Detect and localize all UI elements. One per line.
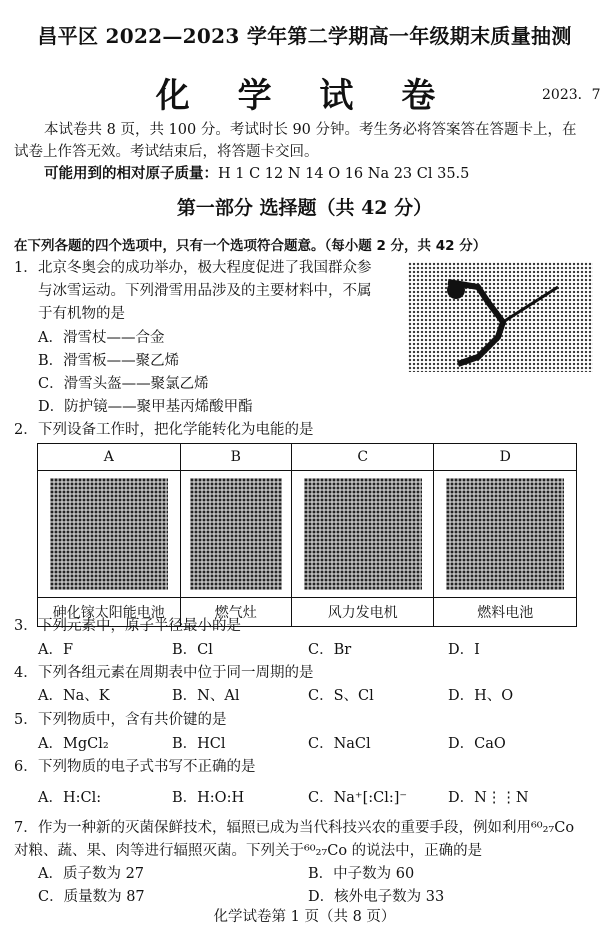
q6-text: 下列物质的电子式书写不正确的是 [38, 759, 256, 775]
q2-image-d [434, 471, 577, 598]
q7-option-b: B．中子数为 60 [308, 866, 415, 882]
section-instruction: 在下列各题的四个选项中，只有一个选项符合题意。（每小题 2 分，共 42 分） [14, 238, 487, 254]
q2-header-d: D [434, 444, 577, 471]
exam-header: 昌平区 2022—2023 学年第二学期高一年级期末质量抽测 [37, 24, 572, 48]
q1-option-c: C．滑雪头盔——聚氯乙烯 [38, 376, 209, 392]
q7-option-d: D．核外电子数为 33 [308, 889, 445, 905]
exam-date: 2023．7 [542, 87, 601, 103]
q2-caption-a: 砷化镓太阳能电池 [38, 598, 181, 627]
q6-option-c: C．Na⁺[:Cl:]⁻ [308, 790, 408, 806]
q2-number: 2． [14, 422, 38, 438]
section-title: 第一部分 选择题（共 42 分） [176, 197, 433, 219]
q5-option-d: D．CaO [448, 736, 506, 752]
q3-number: 3． [14, 618, 38, 634]
q2-caption-b: 燃气灶 [180, 598, 291, 627]
intro-line-1: 本试卷共 8 页，共 100 分。考试时长 90 分钟。考生务必将答案答在答题卡上，在 [44, 122, 577, 138]
q7-option-a: A．质子数为 27 [38, 866, 145, 882]
intro-line-2: 试卷上作答无效。考试结束后，将答题卡交回。 [14, 144, 319, 160]
q2-image-c [291, 471, 434, 598]
q1-line-2: 与冰雪运动。下列滑雪用品涉及的主要材料中，不属 [38, 283, 372, 299]
q5-number: 5． [14, 712, 38, 728]
q5-text: 下列物质中，含有共价键的是 [38, 712, 227, 728]
q3-option-c: C．Br [308, 642, 352, 658]
q1-option-d: D．防护镜——聚甲基丙烯酸甲酯 [38, 399, 253, 415]
wind-turbine-image [304, 478, 422, 590]
q5-option-a: A．MgCl₂ [38, 736, 109, 752]
q7-option-c: C．质量数为 87 [38, 889, 145, 905]
q6-option-a: A．H:Cl: [38, 790, 102, 806]
q4-option-b: B．N、Al [172, 688, 240, 704]
q1-option-b: B．滑雪板——聚乙烯 [38, 353, 180, 369]
q4-number: 4． [14, 665, 38, 681]
q2-header-a: A [38, 444, 181, 471]
q1-number: 1． [14, 260, 38, 276]
q3-text: 下列元素中，原子半径最小的是 [38, 618, 241, 634]
q4-option-d: D．H、O [448, 688, 514, 704]
gas-stove-image [190, 478, 282, 590]
q2-image-b [180, 471, 291, 598]
q1-option-a: A．滑雪杖——合金 [38, 330, 165, 346]
q3-option-d: D．I [448, 642, 480, 658]
fuel-cell-image [446, 478, 564, 590]
q2-header-c: C [291, 444, 434, 471]
q4-text: 下列各组元素在周期表中位于同一周期的是 [38, 665, 314, 681]
q5-option-c: C．NaCl [308, 736, 371, 752]
exam-title: 化 学 试 卷 [155, 76, 454, 116]
q6-number: 6． [14, 759, 38, 775]
q2-header-b: B [180, 444, 291, 471]
q6-option-b: B．H:O:H [172, 790, 245, 806]
skier-image [408, 262, 593, 372]
q6-option-d: D．N⋮⋮N [448, 790, 529, 806]
q4-option-c: C．S、Cl [308, 688, 374, 704]
q7-number: 7． [14, 820, 38, 836]
q4-option-a: A．Na、K [38, 688, 110, 704]
q1-line-1: 北京冬奥会的成功举办，极大程度促进了我国群众参 [38, 260, 372, 276]
q5-option-b: B．HCl [172, 736, 226, 752]
atomic-masses-label: 可能用到的相对原子质量： [44, 166, 218, 182]
atomic-masses-values: H 1 C 12 N 14 O 16 Na 23 Cl 35.5 [218, 166, 470, 182]
q2-image-a [38, 471, 181, 598]
page-footer: 化学试卷第 1 页（共 8 页） [213, 909, 396, 925]
q7-line-1: 作为一种新的灭菌保鲜技术，辐照已成为当代科技兴农的重要手段，例如利用⁶⁰₂₇Co [38, 820, 575, 836]
q2-text: 下列设备工作时，把化学能转化为电能的是 [38, 422, 314, 438]
q3-option-a: A．F [38, 642, 74, 658]
atomic-masses-line [44, 162, 469, 183]
q7-line-2: 对粮、蔬、果、肉等进行辐照灭菌。下列关于⁶⁰₂₇Co 的说法中，正确的是 [14, 843, 483, 859]
q2-device-table [37, 443, 577, 627]
solar-cell-image [50, 478, 168, 590]
skier-silhouette [408, 262, 593, 372]
q3-option-b: B．Cl [172, 642, 213, 658]
q2-caption-d: 燃料电池 [434, 598, 577, 627]
q2-caption-c: 风力发电机 [291, 598, 434, 627]
q1-line-3: 于有机物的是 [38, 306, 125, 322]
